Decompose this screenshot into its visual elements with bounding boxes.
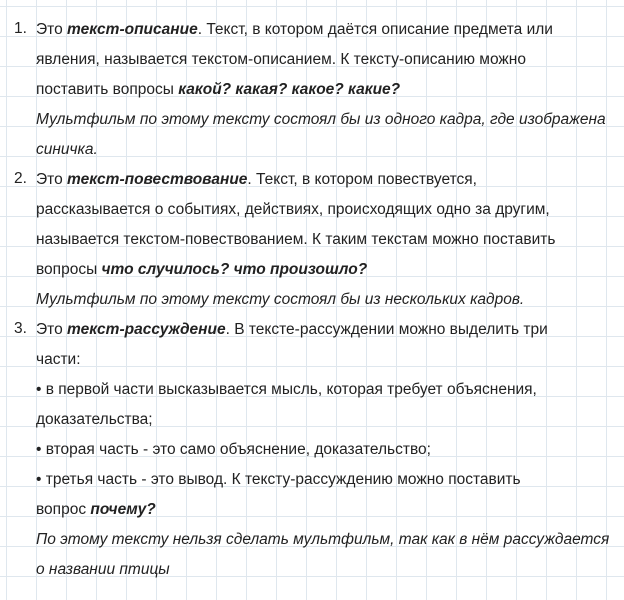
item-2-line-4: вопросы что случилось? что произошло? xyxy=(36,261,368,278)
item-2-line-1: Это текст-повествование. Текст, в котором повествуется, xyxy=(36,171,477,188)
item-1-line-3: поставить вопросы какой? какая? какое? какие? xyxy=(36,81,401,98)
item-2-line-3: называется текстом-повествованием. К таким текстам можно поставить xyxy=(36,231,556,248)
item-3-example-line-2: о названии птицы xyxy=(36,561,170,578)
item-3-bullet-1-line-1: • в первой части высказывается мысль, которая требует объяснения, xyxy=(36,381,537,398)
item-3-line-2: части: xyxy=(36,351,81,368)
item-3-question-line: вопрос почему? xyxy=(36,501,156,518)
item-3-term: текст-рассуждение xyxy=(67,321,226,338)
item-1-term: текст-описание xyxy=(67,21,198,38)
item-1-questions: какой? какая? какое? какие? xyxy=(178,81,401,98)
item-3-question: почему? xyxy=(90,501,156,518)
item-3-line-1: Это текст-рассуждение. В тексте-рассуждении можно выделить три xyxy=(36,321,548,338)
item-1-line-2: явления, называется текстом-описанием. К тексту-описанию можно xyxy=(36,51,526,68)
item-3-bullet-1-line-2: доказательства; xyxy=(36,411,153,428)
item-3-bullet-3: • третья часть - это вывод. К тексту-рассуждению можно поставить xyxy=(36,471,521,488)
item-2-example-line-1: Мультфильм по этому тексту состоял бы из нескольких кадров. xyxy=(36,291,525,308)
item-2-number: 2. xyxy=(14,170,27,187)
item-3-bullet-2: • вторая часть - это само объяснение, доказательство; xyxy=(36,441,431,458)
item-1-example-line-2: синичка. xyxy=(36,141,98,158)
item-1-number: 1. xyxy=(14,20,27,37)
item-2-questions: что случилось? что произошло? xyxy=(101,261,368,278)
item-2-term: текст-повествование xyxy=(67,171,248,188)
item-1-example-line-1: Мультфильм по этому тексту состоял бы из одного кадра, где изображена xyxy=(36,111,606,128)
item-3-number: 3. xyxy=(14,320,27,337)
item-1-line-1: Это текст-описание. Текст, в котором даётся описание предмета или xyxy=(36,21,553,38)
item-3-example-line-1: По этому тексту нельзя сделать мультфильм, так как в нём рассуждается xyxy=(36,531,610,548)
item-2-line-2: рассказывается о событиях, действиях, происходящих одно за другим, xyxy=(36,201,550,218)
